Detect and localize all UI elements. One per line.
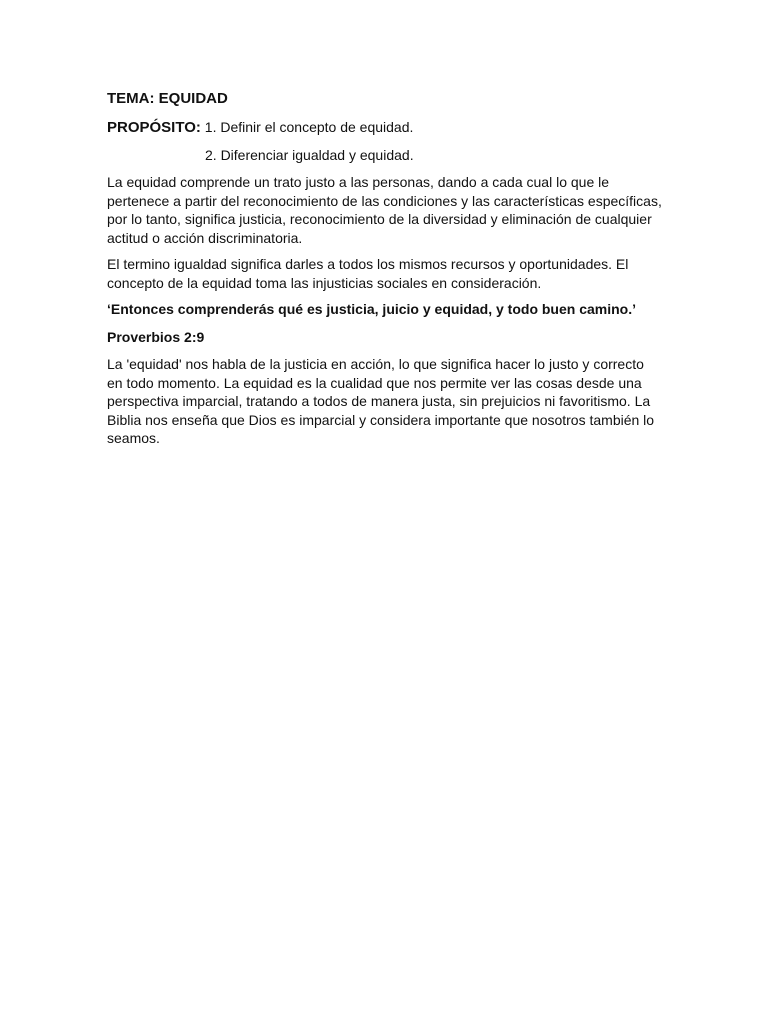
bible-quote: ‘Entonces comprenderás qué es justicia, juicio y equidad, y todo buen camino.’ (107, 301, 637, 317)
paragraph-equity-definition: La equidad comprende un trato justo a las personas, dando a cada cual lo que le pertenece a partir del reconocimiento de las condiciones y las características específicas, por lo tanto, significa justicia, reconocimiento de la diversidad y eliminación de cualquier actitud o acción discriminatoria. (107, 174, 662, 246)
paragraph-equality-definition: El termino igualdad significa darles a todos los mismos recursos y oportunidades. El concepto de la equidad toma las injusticias sociales en consideración. (107, 256, 629, 291)
document-title: TEMA: EQUIDAD (107, 90, 228, 107)
bible-quote-reference: Proverbios 2:9 (107, 328, 205, 345)
document-body (107, 89, 663, 456)
purpose-row (107, 117, 663, 138)
paragraph-equity-in-action: La 'equidad' nos habla de la justicia en acción, lo que significa hacer lo justo y correcto en todo momento. La equidad es la cualidad que nos permite ver las cosas desde una perspectiva imparcial, tratando a todos de manera justa, sin prejuicios ni favoritismo. La Biblia nos enseña que Dios es imparcial y considera importante que nosotros también lo seamos. (107, 356, 655, 446)
purpose-label: PROPÓSITO: (107, 119, 201, 136)
purpose-item-2: 2. Diferenciar igualdad y equidad. (205, 147, 414, 163)
purpose-item-1: 1. Definir el concepto de equidad. (200, 119, 414, 135)
